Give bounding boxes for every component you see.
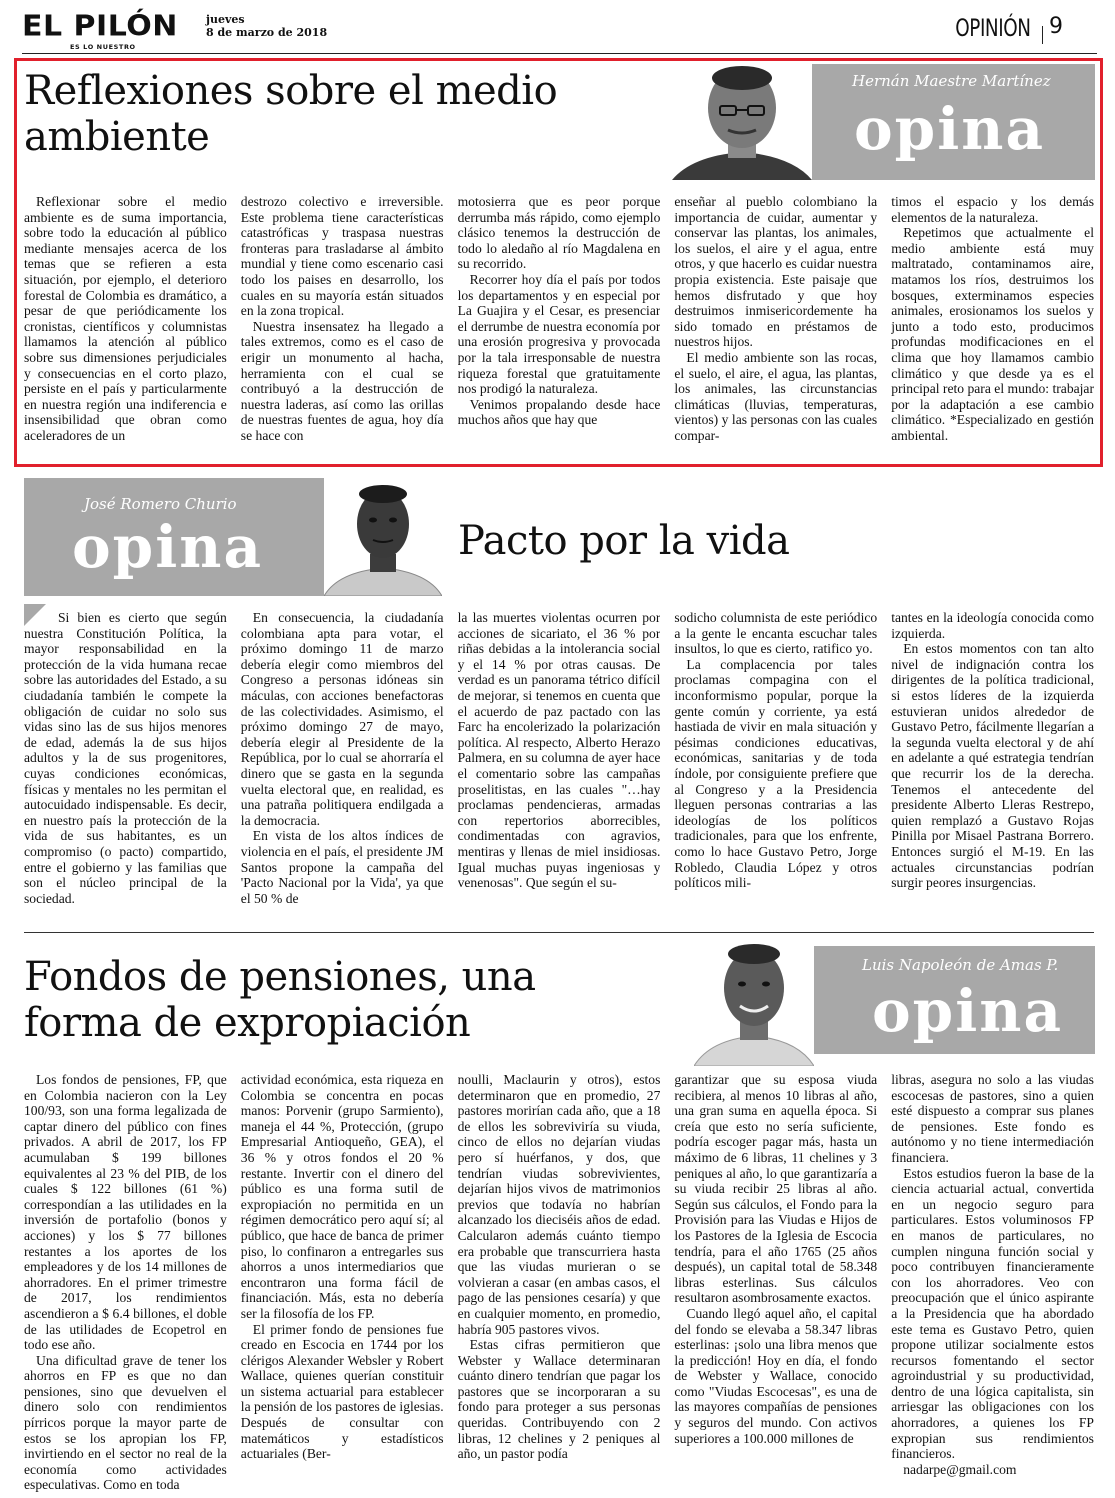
paragraph: sodicho columnista de este periódico a la gente le encanta escuchar tales insultos, lo que es cierto, ratifico yo. <box>674 610 878 657</box>
paragraph: El medio ambiente son las rocas, el suelo, el aire, el agua, las plantas, los animales, las circunstancias climáticas (lluvias, temperaturas, vientos) y las personas con las cuales compar- <box>674 349 878 443</box>
paragraph: Si bien es cierto que según nuestra Constitución Política, la mayor responsabilidad en la protección de la vida humana recae sobre las autoridades del Estado, a su ciudadanía también le compete la obligación de cuidar no solo sus vidas sino las de sus hijos menores de edad, además la de sus hijos adultos y la de sus progenitores, cuyas condiciones económicas, físicas y mentales no les permitan el autocuidado indispensable. Es decir, en nuestro país la protección de la vida de sus habitantes, es un compromiso (o pacto) compartido, entre el gobierno y las familias que son el núcleo principal de la sociedad. <box>24 610 227 906</box>
paragraph: noulli, Maclaurin y otros), estos determinaron que en promedio, 27 pastores morirían cada año, que a 18 de ellos les sobreviviría su viuda, cinco de ellos no dejarían viudas pero sí huérfanos, y dos, que tendrían viudas sobrevivientes, dejarían hijos vivos de matrimonios previos que todavía no habrían alcanzado los dieciséis años de edad. Calcularon además cuánto tiempo era probable que transcurriera hasta que las viudas murieran o se volvieran a casar (en ambas casos, el pago de las pensiones cesaría) y que en cualquier momento, en promedio, habría 905 pastores vivos. <box>457 1072 661 1337</box>
paragraph: Venimos propalando desde hace muchos años que hay que <box>457 396 661 428</box>
opina-label: opina <box>72 513 264 581</box>
author-photo <box>694 936 814 1066</box>
headline-line: Reflexiones sobre el medio <box>24 68 558 114</box>
text-column <box>458 194 661 460</box>
text-column <box>458 1072 661 1492</box>
author-name: José Romero Churio <box>84 495 237 513</box>
text-column <box>674 610 877 922</box>
text-column <box>241 610 444 922</box>
newspaper-logo[interactable]: EL PILÓN <box>22 9 178 44</box>
article-headline: Pacto por la vida <box>458 518 790 564</box>
logo-slogan: ES LO NUESTRO <box>70 43 136 51</box>
paragraph: Repetimos que actualmente el medio ambiente está muy maltratado, contaminamos aire, matamos los ríos, destruimos los bosques, exterminamos especies animales, erosionamos los suelos y junto a todo esto, producimos profundas modificaciones en el clima que hoy llamamos cambio climático y que desde ya es el principal reto para el mundo: trabajar por la adaptación a ese cambio climático. *Especializado en gestión ambiental. <box>891 225 1094 443</box>
paragraph: En consecuencia, la ciudadanía colombiana apta para votar, el próximo domingo 11 de marzo debería elegir como miembros del Congreso a personas idóneas sin máculas, con acciones benefactoras de las colectividades. Asimismo, el próximo domingo 27 de mayo, debería elegir al Presidente de la República, por lo cual se ahorraría el dinero que se gasta en la segunda vuelta electoral que, en realidad, es una patraña politiquera endilgada a la democracia. <box>240 610 444 828</box>
paragraph: Reflexionar sobre el medio ambiente es de suma importancia, sobre todo la educación al público mediante mensajes acerca de los temas que se refieren a esta situación, por ejemplo, el deterioro forestal de Colombia es dramático, a pesar de que periódicamente los cronistas, científicos y columnistas llamamos la atención al público sobre sus dimensiones perjudiciales y consecuencias en el corto plazo, persiste en el país y particularmente en nuestra región una indiferencia e insensibilidad que obran como aceleradores de un <box>24 194 227 443</box>
paragraph: Una dificultad grave de tener los ahorros en FP es que no dan pensiones, sino que devuelven el dinero solo con rendimientos pírricos porque la mayor parte de estos se los apropian los FP, invirtiendo en el sector no real de la economía como actividades especulativas. Como en toda <box>24 1352 227 1492</box>
paragraph: En estos momentos con tan alto nivel de indignación contra los dirigentes de la política tradicional, si estos líderes de la izquierda estuvieran unidos alrededor de Gustavo Petro, fácilmente llegarían a la segunda vuelta electoral y de ahí en adelante a qué estrategia tendrían que recurrir los de la derecha. Tenemos el antecedente del presidente Alberto Lleras Restrepo, quien remplazó a Gustavo Rojas Pinilla por Misael Pastrana Borrero. Entonces surgió el M-19. En las actuales circunstancias podrían surgir peores insurgencias. <box>891 641 1094 891</box>
article-headline <box>24 68 664 160</box>
headline-line: ambiente <box>24 114 210 160</box>
author-name: Hernán Maestre Martínez <box>852 72 1051 90</box>
paragraph: La complacencia por tales proclamas compagina con el inconformismo popular, porque la gente común y corriente, ya está hastiada de vivir en mala situación y pésimas condiciones educativas, económicas, sanitarias y de toda índole, por consiguiente prefiere que al Congreso y a la Presidencia lleguen personas contrarias a las ideologías de los políticos tradicionales, para que los enfrente, como lo hace Gustavo Petro, Jorge Robledo, Claudia López y otros políticos mili- <box>674 656 878 891</box>
author-name: Luis Napoleón de Amas P. <box>862 956 1059 974</box>
paragraph: timos el espacio y los demás elementos de la naturaleza. <box>891 194 1094 225</box>
paragraph: Nuestra insensatez ha llegado a tales extremos, como es el caso de erigir un monumento al hacha, herramienta con el cual se contribuyó a la destrucción de nuestra laderas, así como las orillas de nuestras fuentes de agua, hoy día se hace con <box>240 318 444 443</box>
author-photo <box>324 478 442 596</box>
paragraph: Los fondos de pensiones, FP, que en Colombia nacieron con la Ley 100/93, son una forma legalizada de captar dinero del público con fines privados. A abril de 2017, los FP acumulaban $ 199 billones equivalentes al 23 % del PIB, de los cuales $ 122 billones (61 %) correspondían a las utilidades en la inversión de portafolio (bonos y acciones) y los $ 77 billones restantes a los aportes de los empleadores y de los 14 millones de ahorradores. En el primer trimestre de 2017, los rendimientos ascendieron a $ 6.4 billones, el doble de las utilidades de Ecopetrol en todo ese año. <box>24 1072 227 1353</box>
text-column <box>241 1072 444 1492</box>
paragraph: En vista de los altos índices de violencia en el país, el presidente JM Santos propone la campaña del 'Pacto Nacional por la Vida', ya que el 50 % de <box>240 828 444 906</box>
author-photo <box>672 64 812 180</box>
masthead <box>22 9 1097 54</box>
paragraph: actividad económica, esta riqueza en Colombia se concentra en pocas manos: Porvenir (grupo Sarmiento), maneja el 44 %, Protección, (grupo Empresarial Antioqueño, GEA), el 36 % y otros fondos el 20 % restante. Invertir con el dinero del público es una forma sutil de expropiación no permitida en un régimen democrático pero aquí sí; al público, que hace de banca de primer piso, lo confinaron a entregarles sus ahorros a unos intermediarios que encontraron una forma fácil de financiación. Más, esta no debería ser la filosofía de los FP. <box>240 1072 444 1321</box>
text-column <box>891 194 1094 460</box>
paragraph: enseñar al pueblo colombiano la importancia de cuidar, aumentar y conservar las plantas, los animales, los suelos, el aire y el agua, entre otros, y que hacerlo es cuidar nuestra propia existencia. Este paisaje que hemos disfrutado y que hoy destruimos inmisericordemente ha sido tomado en préstamos de nuestros hijos. <box>674 194 878 350</box>
paragraph: Recorrer hoy día el país por todos los departamentos y en especial por La Guajira y el Cesar, es presenciar el derrumbe de nuestra economía por una erosión progresiva y provocada por la tala irresponsable de nuestra riqueza forestal que gratuitamente nos prodigó la naturaleza. <box>457 271 661 397</box>
dateline <box>206 13 327 39</box>
paragraph: Estos estudios fueron la base de la ciencia actuarial actual, convertida en un negocio seguro para particulares. Estos voluminosos FP en manos de particulares, no cumplen ninguna función social y poco contribuyen financieramente con los ahorradores. Veo con preocupación que el único aspirante a la Presidencia que ha abordado este tema es Gustavo Petro, quien propone utilizar socialmente estos recursos fomentando el sector agroindustrial y su productividad, dentro de una lógica capitalista, sin arriesgar las obligaciones con los ahorradores, a quienes los FP expropian sus rendimientos financieros. <box>891 1165 1094 1462</box>
opina-box <box>24 478 324 596</box>
headline-line: Fondos de pensiones, una <box>24 954 536 1000</box>
article-body <box>24 1072 1094 1492</box>
paragraph: Cuando llegó aquel año, el capital del fondo se elevaba a 58.347 libras esterlinas: ¡solo una libra menos que la predicción! Hoy en día, el fondo de Webster y Wallace, conocido como "Viudas Escocesas", es una de las mayores compañías de pensiones y seguros del mundo. Con activos superiores a 100.000 millones de <box>674 1305 878 1446</box>
text-column <box>24 610 227 922</box>
opina-label: opina <box>872 977 1064 1045</box>
divider <box>1042 26 1043 44</box>
opina-box <box>810 946 1095 1054</box>
paragraph: destrozo colectivo e irreversible. Este problema tiene características catastróficas y traspasa nuestras fronteras para trasladarse al ámbito mundial y tiene como escenario casi todo los paises en desarrollo, los cuales en su mayoría están situados en la zona tropical. <box>240 194 444 319</box>
paragraph: Estas cifras permitieron que Webster y Wallace determinaran cuánto dinero tendrían que pagar los pastores que se incorporaran a su fondo para proteger a sus personas queridas. Contribuyendo con 2 libras, 12 chelines y 2 peniques al año, un pastor podía <box>457 1337 661 1462</box>
text-column <box>674 1072 877 1492</box>
opina-label: opina <box>854 95 1046 163</box>
text-column <box>24 1072 227 1492</box>
paragraph: El primer fondo de pensiones fue creado en Escocia en 1744 por los clérigos Alexander Websler y Robert Wallace, quienes querían constituir un sistema actuarial para establecer la pensión de los pastores de iglesias. Después de consultar con matemáticos y estadísticos actuariales (Ber- <box>240 1321 444 1462</box>
text-column <box>891 1072 1094 1492</box>
paragraph: motosierra que es peor porque derrumba más rápido, como ejemplo clásico tenemos la destrucción de todo lo aledaño al río Magdalena en su recorrido. <box>457 194 661 272</box>
opina-box <box>808 64 1095 180</box>
paragraph: garantizar que su esposa viuda recibiera, al menos 10 libras al año, una gran suma en aquella época. Si creía que esto no sería suficiente, podría escoger pagar más, hasta un máximo de 6 libras, 11 chelines y 3 peniques al año, lo que garantizaría a su viuda recibir 25 libras al año. Según sus cálculos, el Fondo para la Provisión para las Viudas e Hijos de los Pastores de la Iglesia de Escocia tendría, para el año 1765 (25 años después), un capital total de 58.348 libras esterlinas. Sus cálculos resultaron asombrosamente exactos. <box>674 1072 878 1306</box>
date: 8 de marzo de 2018 <box>206 26 328 39</box>
divider <box>24 932 1094 933</box>
article-body <box>24 194 1094 460</box>
text-column <box>458 610 661 922</box>
article-headline <box>24 954 664 1046</box>
day: jueves <box>206 13 245 26</box>
author-email[interactable]: nadarpe@gmail.com <box>903 1461 1017 1477</box>
text-column <box>241 194 444 460</box>
section-label: OPINIÓN <box>955 14 1031 42</box>
text-column <box>891 610 1094 922</box>
text-column <box>674 194 877 460</box>
paragraph: la las muertes violentas ocurren por acciones de sicariato, el 36 % por riñas debidas a la intolerancia social y el 14 % por otras causas. De verdad es un panorama tétrico difícil de mejorar, si tenemos en cuenta que el acuerdo de paz pactado con las Farc ha encolerizado la polarización política. Al respecto, Alberto Herazo Palmera, en su columna de ayer hace el comentario sobre las campañas proselitistas, en las cuales "…hay proclamas pendencieras, armadas con repertorios aborrecibles, condimentadas con agravios, mentiras y llenas de miel insidiosas. Igual muchas puyas ingeniosas y venenosas". Que según el su- <box>457 610 661 891</box>
paragraph: libras, asegura no solo a las viudas escocesas de pastores, sino a quien esté dispuesto a comprar sus planes de pensiones. Este fondo es autónomo y no tiene intermediación financiera. <box>891 1072 1094 1165</box>
article-body <box>24 610 1094 922</box>
page-number: 9 <box>1049 14 1063 39</box>
paragraph: tantes en la ideología conocida como izquierda. <box>891 610 1094 641</box>
text-column <box>24 194 227 460</box>
headline-line: forma de expropiación <box>24 1000 471 1046</box>
